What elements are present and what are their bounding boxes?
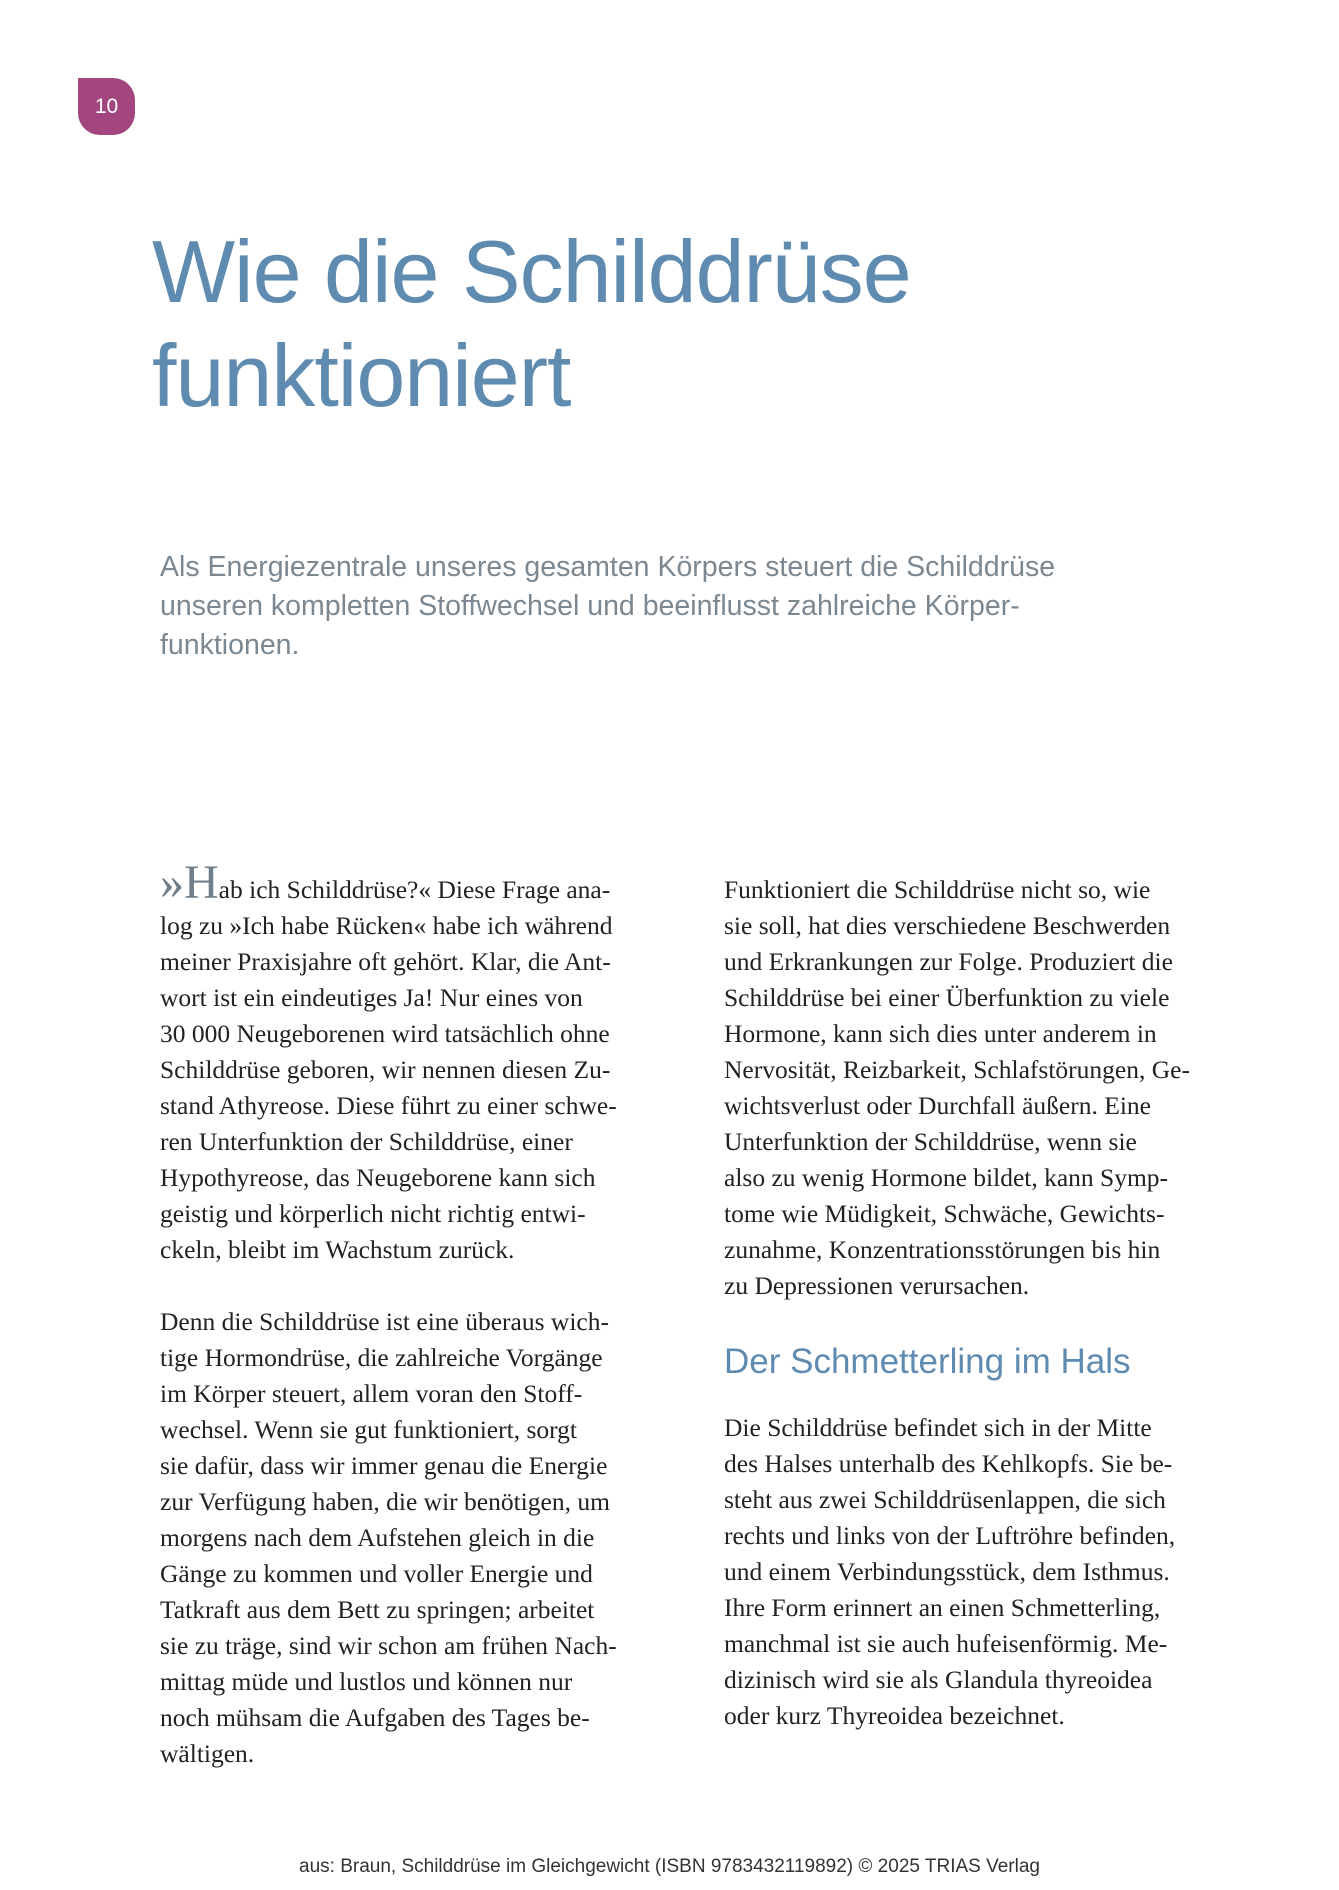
body-line: rechts und links von der Luftröhre befinden, xyxy=(724,1521,1176,1550)
lead-line: Als Energiezentrale unseres gesamten Körpers steuert die Schilddrüse xyxy=(160,551,1056,583)
body-line: stand Athyreose. Diese führt zu einer schwe- xyxy=(160,1091,617,1120)
body-line: sie soll, hat dies verschiedene Beschwerden xyxy=(724,911,1171,940)
lead-paragraph xyxy=(160,548,1055,665)
drop-cap: »H xyxy=(160,856,219,909)
body-line: Ihre Form erinnert an einen Schmetterling, xyxy=(724,1593,1161,1622)
page-number-badge: 10 xyxy=(78,78,135,135)
body-paragraph xyxy=(724,872,1244,1304)
body-line xyxy=(160,856,680,909)
body-line: und einem Verbindungsstück, dem Isthmus. xyxy=(724,1557,1170,1586)
body-line: also zu wenig Hormone bildet, kann Symp- xyxy=(724,1163,1169,1192)
body-line: noch mühsam die Aufgaben des Tages be- xyxy=(160,1703,590,1732)
body-line: tige Hormondrüse, die zahlreiche Vorgänge xyxy=(160,1343,603,1372)
lead-line: unseren kompletten Stoffwechsel und beeinflusst zahlreiche Körper- xyxy=(160,590,1020,622)
body-line-text: ab ich Schilddrüse?« Diese Frage ana- xyxy=(218,875,611,904)
body-line: Gänge zu kommen und voller Energie und xyxy=(160,1559,593,1588)
right-column xyxy=(724,872,1244,1770)
body-line: wichtsverlust oder Durchfall äußern. Eine xyxy=(724,1091,1151,1120)
body-line: morgens nach dem Aufstehen gleich in die xyxy=(160,1523,595,1552)
body-line: Die Schilddrüse befindet sich in der Mitte xyxy=(724,1413,1152,1442)
body-line: Hormone, kann sich dies unter anderem in xyxy=(724,1019,1157,1048)
body-line: wechsel. Wenn sie gut funktioniert, sorgt xyxy=(160,1415,577,1444)
body-line: geistig und körperlich nicht richtig entwi- xyxy=(160,1199,586,1228)
body-line: wort ist ein eindeutiges Ja! Nur eines von xyxy=(160,983,583,1012)
body-line: Denn die Schilddrüse ist eine überaus wich- xyxy=(160,1307,609,1336)
title-line: Wie die Schilddrüse xyxy=(152,222,911,321)
body-line: manchmal ist sie auch hufeisenförmig. Me- xyxy=(724,1629,1168,1658)
body-line: log zu »Ich habe Rücken« habe ich während xyxy=(160,911,613,940)
body-paragraph xyxy=(160,1304,680,1772)
left-column xyxy=(160,856,680,1808)
body-line: Hypothyreose, das Neugeborene kann sich xyxy=(160,1163,596,1192)
copyright-footer: aus: Braun, Schilddrüse im Gleichgewicht (ISBN 9783432119892) © 2025 TRIAS Verlag xyxy=(299,1856,1040,1877)
body-line: Schilddrüse geboren, wir nennen diesen Zu- xyxy=(160,1055,611,1084)
body-line: wältigen. xyxy=(160,1739,255,1768)
body-line: steht aus zwei Schilddrüsenlappen, die sich xyxy=(724,1485,1166,1514)
body-line: des Halses unterhalb des Kehlkopfs. Sie be- xyxy=(724,1449,1173,1478)
body-line: oder kurz Thyreoidea bezeichnet. xyxy=(724,1701,1065,1730)
body-line: Tatkraft aus dem Bett zu springen; arbeitet xyxy=(160,1595,595,1624)
lead-line: funktionen. xyxy=(160,629,300,661)
body-line: tome wie Müdigkeit, Schwäche, Gewichts- xyxy=(724,1199,1165,1228)
body-line: Unterfunktion der Schilddrüse, wenn sie xyxy=(724,1127,1137,1156)
body-line: dizinisch wird sie als Glandula thyreoidea xyxy=(724,1665,1153,1694)
title-line: funktioniert xyxy=(152,326,571,425)
body-line: und Erkrankungen zur Folge. Produziert die xyxy=(724,947,1173,976)
body-line: zu Depressionen verursachen. xyxy=(724,1271,1030,1300)
body-paragraph xyxy=(724,1410,1244,1734)
page-title xyxy=(152,220,911,428)
body-line: 30 000 Neugeborenen wird tatsächlich ohne xyxy=(160,1019,610,1048)
body-line: zur Verfügung haben, die wir benötigen, um xyxy=(160,1487,610,1516)
body-line: zunahme, Konzentrationsstörungen bis hin xyxy=(724,1235,1161,1264)
section-heading: Der Schmetterling im Hals xyxy=(724,1342,1131,1381)
body-paragraph xyxy=(160,856,680,1268)
body-line: im Körper steuert, allem voran den Stoff- xyxy=(160,1379,583,1408)
body-line: Schilddrüse bei einer Überfunktion zu viele xyxy=(724,983,1170,1012)
body-line: meiner Praxisjahre oft gehört. Klar, die Ant- xyxy=(160,947,611,976)
body-line: Funktioniert die Schilddrüse nicht so, wie xyxy=(724,875,1151,904)
body-line: sie zu träge, sind wir schon am frühen Nach- xyxy=(160,1631,617,1660)
body-line: ckeln, bleibt im Wachstum zurück. xyxy=(160,1235,515,1264)
body-line: Nervosität, Reizbarkeit, Schlafstörungen, Ge- xyxy=(724,1055,1190,1084)
body-line: sie dafür, dass wir immer genau die Energie xyxy=(160,1451,608,1480)
body-line: ren Unterfunktion der Schilddrüse, einer xyxy=(160,1127,573,1156)
body-line: mittag müde und lustlos und können nur xyxy=(160,1667,573,1696)
